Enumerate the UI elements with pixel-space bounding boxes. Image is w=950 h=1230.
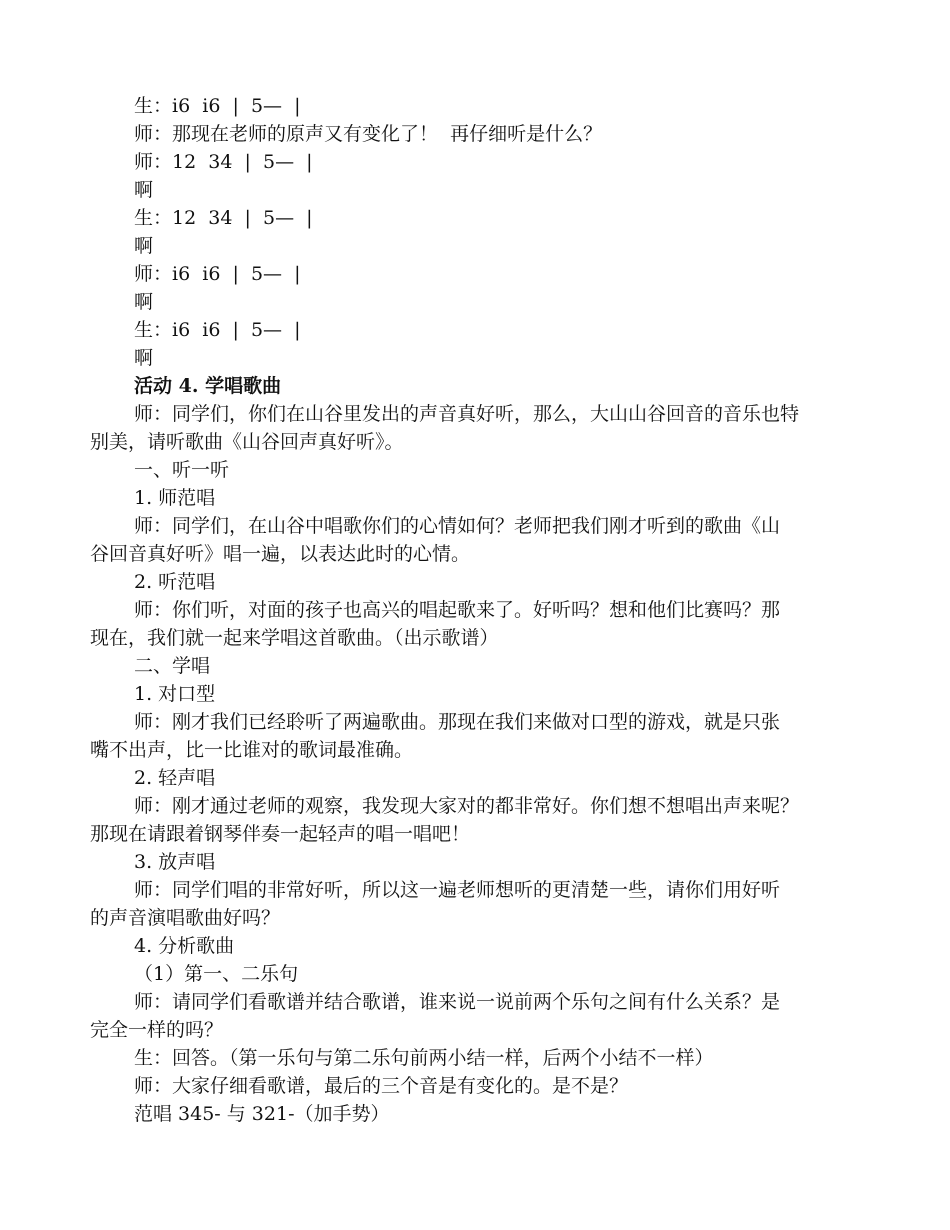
text-line: 啊	[134, 235, 154, 257]
text-line: 师：请同学们看歌谱并结合歌谱，谁来说一说前两个乐句之间有什么关系？是	[134, 991, 781, 1013]
text-line: 师：那现在老师的原声又有变化了！ 再仔细听是什么？	[134, 123, 603, 145]
text-line: 生：i6 i6 | 5— |	[134, 95, 301, 117]
text-line: 生：i6 i6 | 5— |	[134, 319, 301, 341]
text-line: 师：12 34 | 5— |	[134, 151, 313, 173]
text-line: 师：你们听，对面的孩子也高兴的唱起歌来了。好听吗？想和他们比赛吗？那	[134, 599, 781, 621]
text-line: 2. 听范唱	[134, 571, 216, 593]
text-line: 别美，请听歌曲《山谷回声真好听》。	[90, 431, 404, 453]
text-line: 师：同学们唱的非常好听，所以这一遍老师想听的更清楚一些，请你们用好听	[134, 879, 781, 901]
text-line: 一、听一听	[134, 459, 230, 481]
text-line: 谷回音真好听》唱一遍，以表达此时的心情。	[90, 543, 471, 565]
text-line: 师：刚才我们已经聆听了两遍歌曲。那现在我们来做对口型的游戏，就是只张	[134, 711, 781, 733]
text-line: 啊	[134, 179, 154, 201]
text-line: 1. 对口型	[134, 683, 216, 705]
text-line: 那现在请跟着钢琴伴奏一起轻声的唱一唱吧！	[90, 823, 471, 845]
text-line: 师：大家仔细看歌谱，最后的三个音是有变化的。是不是？	[134, 1075, 629, 1097]
text-line: （1）第一、二乐句	[134, 963, 299, 985]
text-line: 2. 轻声唱	[134, 767, 216, 789]
text-line: 师：同学们，你们在山谷里发出的声音真好听，那么，大山山谷回音的音乐也特	[134, 403, 800, 425]
text-line: 师：刚才通过老师的观察，我发现大家对的都非常好。你们想不想唱出声来呢？	[134, 795, 800, 817]
text-line: 师：i6 i6 | 5— |	[134, 263, 301, 285]
text-line: 师：同学们，在山谷中唱歌你们的心情如何？老师把我们刚才听到的歌曲《山	[134, 515, 781, 537]
section-heading: 活动 4. 学唱歌曲	[134, 375, 282, 397]
text-line: 的声音演唱歌曲好吗？	[90, 907, 281, 929]
text-line: 现在，我们就一起来学唱这首歌曲。（出示歌谱）	[90, 627, 499, 649]
text-line: 完全一样的吗？	[90, 1019, 224, 1041]
text-line: 范唱 345- 与 321-（加手势）	[134, 1103, 390, 1125]
text-line: 生：12 34 | 5— |	[134, 207, 313, 229]
text-line: 1. 师范唱	[134, 487, 216, 509]
text-line: 3. 放声唱	[134, 851, 216, 873]
text-line: 二、学唱	[134, 655, 211, 677]
text-line: 生：回答。（第一乐句与第二乐句前两小结一样，后两个小结不一样）	[134, 1047, 714, 1069]
text-line: 嘴不出声，比一比谁对的歌词最准确。	[90, 739, 414, 761]
text-line: 啊	[134, 291, 154, 313]
text-line: 4. 分析歌曲	[134, 935, 235, 957]
text-line: 啊	[134, 347, 154, 369]
